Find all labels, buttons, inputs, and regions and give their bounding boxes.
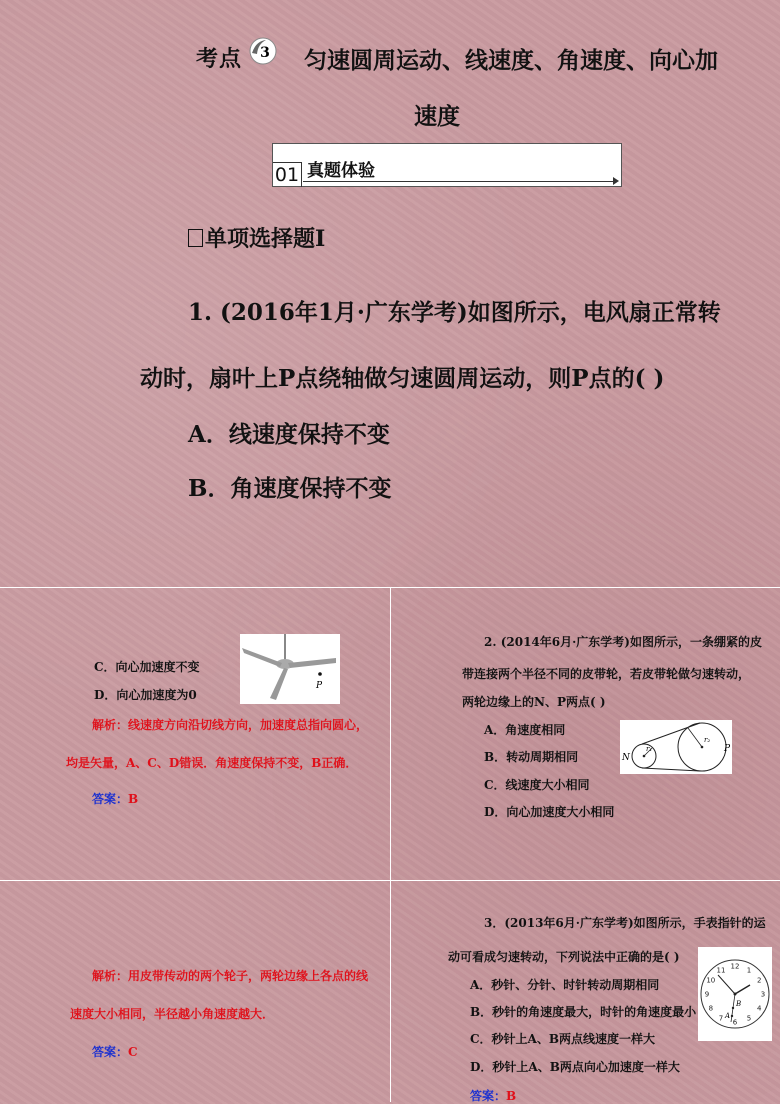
ceiling-fan-figure — [240, 634, 340, 704]
q2-option-d: D．向心加速度大小相同 — [484, 805, 615, 819]
topic-number-badge-icon — [248, 36, 278, 66]
q3-stem-line1: 3．(2013年6月·广东学考)如图所示，手表指针的运 — [484, 916, 766, 930]
clock-point-a-label: A — [725, 1012, 731, 1020]
banner-underline — [303, 181, 617, 182]
banner-number: 01 — [273, 162, 302, 187]
q1-stem-line2: 动时，扇叶上P点绕轴做匀速圆周运动，则P点的( ) — [140, 365, 665, 392]
clock-number-2: 2 — [756, 976, 762, 985]
clock-number-8: 8 — [708, 1004, 714, 1013]
q3-option-c: C．秒针上A、B两点线速度一样大 — [470, 1032, 656, 1046]
q3-option-d: D．秒针上A、B两点向心加速度一样大 — [470, 1060, 680, 1074]
q2-option-c: C．线速度大小相同 — [484, 778, 590, 792]
clock-number-9: 9 — [704, 990, 710, 999]
q1-stem-line1: 1. (2016年1月·广东学考)如图所示，电风扇正常转 — [188, 299, 721, 326]
q3-option-b: B．秒针的角速度最大，时针的角速度最小 — [470, 1005, 697, 1019]
q1-answer: 答案：B — [92, 792, 139, 806]
divider-vertical — [390, 587, 391, 1102]
q1-option-a: A．线速度保持不变 — [188, 421, 390, 448]
q2-analysis-line2: 速度大小相同，半径越小角速度越大． — [70, 1007, 275, 1021]
belt-pulley-figure — [620, 720, 732, 774]
section-banner — [272, 143, 622, 187]
clock-number-6: 6 — [732, 1018, 738, 1027]
clock-number-10: 10 — [706, 976, 716, 985]
belt-r1-label: r₁ — [646, 745, 653, 753]
fan-point-label: P — [316, 681, 323, 691]
q2-option-a: A．角速度相同 — [484, 723, 566, 737]
clock-number-12: 12 — [730, 962, 740, 971]
q3-stem-line2: 动可看成匀速转动，下列说法中正确的是( ) — [448, 950, 680, 964]
q3-answer: 答案：B — [470, 1089, 517, 1103]
clock-number-3: 3 — [760, 990, 766, 999]
badge-number: 3 — [260, 45, 270, 61]
clock-point-b-label: B — [736, 1000, 742, 1008]
q1-option-c: C．向心加速度不变 — [94, 660, 200, 674]
checkbox-square-icon — [188, 229, 203, 247]
clock-number-7: 7 — [718, 1014, 724, 1023]
q1-option-d: D．向心加速度为0 — [94, 688, 197, 702]
q2-option-b: B．转动周期相同 — [484, 750, 579, 764]
q2-stem-line2: 带连接两个半径不同的皮带轮，若皮带轮做匀速转动， — [462, 667, 751, 681]
banner-arrow-icon — [613, 177, 619, 185]
belt-point-p-label: P — [724, 744, 731, 754]
clock-number-4: 4 — [756, 1004, 762, 1013]
q1-analysis-line1: 解析：线速度方向沿切线方向，加速度总指向圆心， — [92, 718, 369, 732]
page-title-line1: 匀速圆周运动、线速度、角速度、向心加 — [304, 47, 718, 74]
question-type-heading: 单项选择题Ⅰ — [188, 222, 325, 253]
belt-point-n-label: N — [622, 753, 630, 763]
clock-number-11: 11 — [716, 966, 726, 975]
q3-option-a: A．秒针、分针、时针转动周期相同 — [470, 978, 660, 992]
q2-stem-line3: 两轮边缘上的N、P两点( ) — [462, 695, 606, 709]
clock-number-1: 1 — [746, 966, 752, 975]
q2-stem-line1: 2. (2014年6月·广东学考)如图所示，一条绷紧的皮 — [484, 635, 762, 649]
q1-option-b: B．角速度保持不变 — [188, 475, 392, 502]
q2-answer: 答案：C — [92, 1045, 138, 1059]
watch-clock-figure — [698, 947, 772, 1041]
q1-analysis-line2: 均是矢量，A、C、D错误．角速度保持不变，B正确． — [66, 756, 358, 770]
q2-analysis-line1: 解析：用皮带传动的两个轮子，两轮边缘上各点的线 — [92, 969, 369, 983]
topic-label: 考点 — [196, 46, 243, 72]
banner-label: 真题体验 — [307, 161, 375, 181]
clock-number-5: 5 — [746, 1014, 752, 1023]
page-title-line2: 速度 — [414, 103, 460, 130]
belt-r2-label: r₂ — [704, 736, 711, 744]
